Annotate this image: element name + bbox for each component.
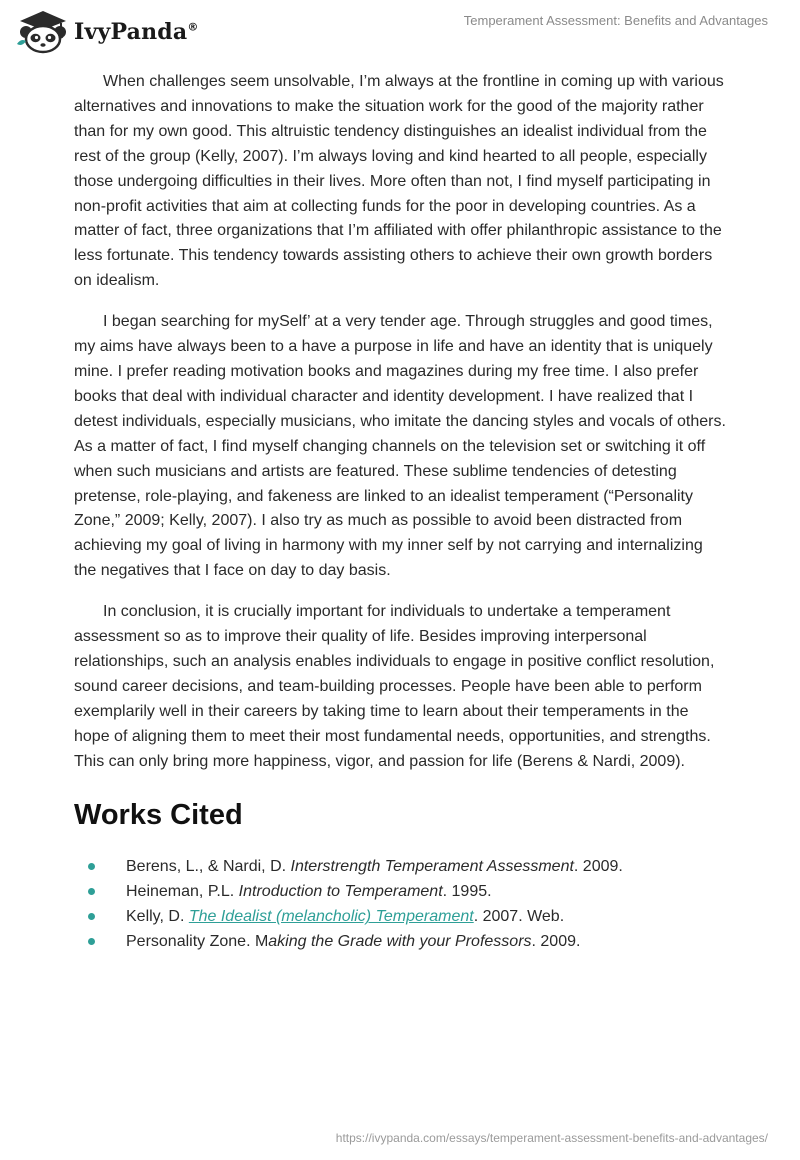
reference-item [74,929,726,954]
reference-title: Introduction to Temperament [238,883,443,901]
reference-details: . 2007. Web. [473,908,565,926]
works-cited-heading: Works Cited [74,799,243,832]
bullet-icon [88,863,95,870]
reference-item [74,879,726,904]
reference-details: . 1995. [442,883,492,901]
works-cited-list [74,854,726,954]
reference-title: Interstrength Temperament Assessment [290,858,574,876]
ivypanda-logo[interactable] [14,8,199,54]
bullet-icon [88,938,95,945]
reference-item [74,904,726,929]
logo-wordmark: IvyPanda® [74,19,199,45]
body-paragraph: When challenges seem unsolvable, I’m always at the frontline in coming up with various alternatives and innovations to make the situation work for the good of the majority rather than for my own good. This altruistic tendency distinguishes an idealist individual from the rest of the group (Kelly, 2007). I’m always loving and kind hearted to all people, especially those undergoing difficulties in their lives. More often than not, I find myself participating in non-profit activities that aim at collecting funds for the poor in developing countries. As a matter of fact, three organizations that I’m affiliated with offer philanthropic assistance to the less fortunate. This tendency towards assisting others to achieve their own growth borders on idealism. [74,73,724,290]
graduation-cap-panda-icon [14,8,72,54]
body-paragraph: In conclusion, it is crucially important for individuals to undertake a temperament assessment so as to improve their quality of life. Besides improving interpersonal relationships, such an analysis enables individuals to engage in positive conflict resolution, sound career decisions, and team-building processes. People have been able to perform exemplarily well in their careers by taking time to learn about their temperaments in the hope of aligning them to meet their most fundamental needs, opportunities, and strengths. This can only bring more happiness, vigor, and passion for life (Berens & Nardi, 2009). [74,603,715,770]
reference-authors: Heineman, P.L. [126,883,239,901]
reference-item [74,854,726,879]
reference-authors: Kelly, D. [126,908,189,926]
bullet-icon [88,888,95,895]
reference-title: aking the Grade with your Professors [268,933,532,951]
reference-authors: Personality Zone. M [126,933,269,951]
document-title: Temperament Assessment: Benefits and Advantages [463,13,768,28]
page-header [0,0,800,60]
reference-details: . 2009. [531,933,581,951]
reference-link[interactable]: The Idealist (melancholic) Temperament [188,908,474,926]
essay-content [74,70,726,954]
source-url: https://ivypanda.com/essays/temperament-assessment-benefits-and-advantages/ [335,1131,768,1145]
reference-details: . 2009. [573,858,623,876]
body-paragraph: I began searching for mySelf’ at a very tender age. Through struggles and good times, my aims have always been to a have a purpose in life and have an identity that is uniquely mine. I prefer reading motivation books and magazines during my free time. I also prefer books that deal with individual character and identity development. I have realized that I detest individuals, especially musicians, who imitate the dancing styles and vocals of others. As a matter of fact, I find myself changing channels on the television set or switching it off when such musicians and artists are featured. These sublime tendencies of detesting pretense, role-playing, and fakeness are linked to an idealist temperament (“Personality Zone,” 2009; Kelly, 2007). I also try as much as possible to avoid been distracted from achieving my goal of living in harmony with my inner self by not carrying and internalizing the negatives that I face on day to day basis. [74,313,726,580]
reference-authors: Berens, L., & Nardi, D. [126,858,291,876]
bullet-icon [88,913,95,920]
